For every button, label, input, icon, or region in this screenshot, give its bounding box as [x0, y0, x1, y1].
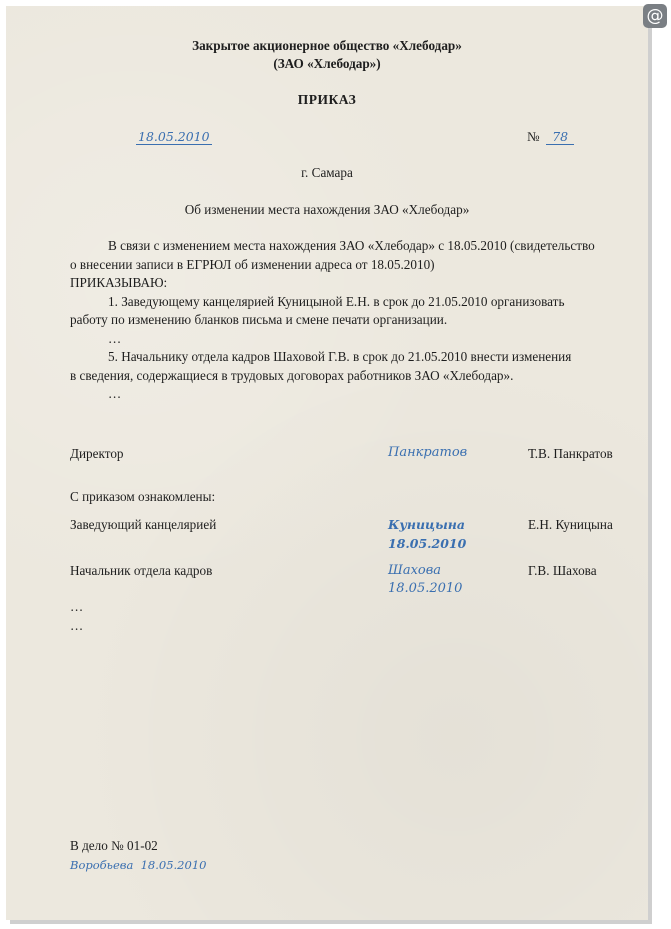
- order-number: № 78: [527, 129, 574, 145]
- intro-line-2: о внесении записи в ЕГРЮЛ об изменении адреса от 18.05.2010): [70, 256, 435, 272]
- city: г. Самара: [301, 165, 353, 180]
- acquainted-date: 18.05.2010: [388, 581, 463, 596]
- acquainted-name: Г.В. Шахова: [528, 563, 597, 578]
- acquainted-name: Е.Н. Куницына: [528, 517, 613, 532]
- acquainted-date: 18.05.2010: [388, 536, 467, 551]
- document-page: [6, 6, 648, 920]
- acquainted-signature: Куницына: [388, 517, 466, 532]
- ellipsis: …: [108, 386, 122, 401]
- order-word: ПРИКАЗЫВАЮ:: [70, 275, 168, 290]
- order-date: 18.05.2010: [138, 129, 210, 144]
- more-ellipsis: …: [70, 599, 84, 614]
- director-position: Директор: [70, 446, 124, 461]
- at-sign-icon[interactable]: @: [643, 4, 667, 28]
- filing-signature: Воробьева 18.05.2010: [70, 858, 207, 872]
- org-short-name: (ЗАО «Хлебодар»): [273, 56, 381, 71]
- acquainted-position: Заведующий канцелярией: [70, 517, 217, 532]
- item-1-line-2: работу по изменению бланков письма и смене печати организации.: [70, 312, 448, 327]
- acquainted-position: Начальник отдела кадров: [70, 563, 213, 578]
- intro-line-1: В связи с изменением места нахождения ЗАО «Хлебодар» с 18.05.2010 (свидетельство: [108, 238, 595, 253]
- order-body: [70, 237, 620, 404]
- acquainted-label: С приказом ознакомлены:: [70, 489, 216, 504]
- item-5-line-2: в сведения, содержащиеся в трудовых договорах работников ЗАО «Хлебодар».: [70, 367, 514, 383]
- item-5-line-1: 5. Начальнику отдела кадров Шаховой Г.В. в срок до 21.05.2010 внести изменения: [108, 349, 572, 364]
- item-1-line-1: 1. Заведующему канцелярией Куницыной Е.Н. в срок до 21.05.2010 организовать: [108, 293, 565, 309]
- more-ellipsis: …: [70, 618, 84, 633]
- director-name: Т.В. Панкратов: [528, 446, 613, 461]
- ellipsis: …: [108, 330, 122, 346]
- org-full-name: Закрытое акционерное общество «Хлебодар»: [192, 38, 462, 53]
- acquainted-signature: Шахова: [388, 563, 442, 578]
- order-subject: Об изменении места нахождения ЗАО «Хлебодар»: [184, 202, 470, 217]
- filing-note: В дело № 01-02: [70, 838, 158, 853]
- document-title: ПРИКАЗ: [297, 92, 357, 107]
- director-signature: Панкратов: [388, 445, 468, 460]
